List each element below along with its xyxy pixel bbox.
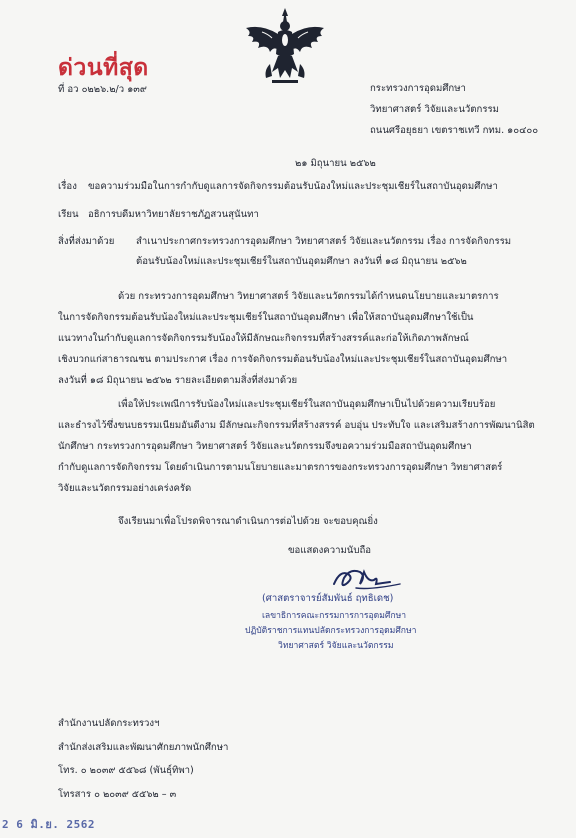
footer-office: สำนักงานปลัดกระทรวงฯ — [58, 718, 160, 729]
addressee-label: เรียน — [58, 209, 79, 220]
enclosure-line: ต้อนรับน้องใหม่และประชุมเชียร์ในสถาบันอุดมศึกษา ลงวันที่ ๑๘ มิถุนายน ๒๕๖๒ — [136, 256, 467, 267]
signatory-title: ปฏิบัติราชการแทนปลัดกระทรวงการอุดมศึกษา — [245, 626, 417, 636]
paragraph-1-line: เชิงบวกแก่สาธารณชน ตามประกาศ เรื่อง การจัดกิจกรรมต้อนรับน้องใหม่และประชุมเชียร์ในสถาบันอุดมศึกษา — [58, 354, 508, 365]
subject-label: เรื่อง — [58, 181, 77, 192]
signatory-title: วิทยาศาสตร์ วิจัยและนวัตกรรม — [278, 641, 394, 651]
paragraph-2-line: กำกับดูแลการจัดกิจกรรม โดยดำเนินการตามนโยบายและมาตรการของกระทรวงการอุดมศึกษา วิทยาศาสตร์ — [58, 462, 503, 473]
sender-line-ministry: กระทรวงการอุดมศึกษา — [370, 83, 466, 94]
garuda-emblem-icon — [242, 6, 328, 88]
sender-line-division: วิทยาศาสตร์ วิจัยและนวัตกรรม — [370, 104, 499, 115]
document-number: ที่ อว ๐๒๒๖.๒/ว ๑๓๙ — [58, 84, 147, 95]
enclosure-label: สิ่งที่ส่งมาด้วย — [58, 236, 115, 247]
footer-phone: โทร. ๐ ๒๐๓๙ ๕๕๖๘ (พันธุ์ทิพา) — [58, 765, 194, 776]
signatory-title: เลขาธิการคณะกรรมการการอุดมศึกษา — [262, 611, 407, 621]
paragraph-2-line: นักศึกษา กระทรวงการอุดมศึกษา วิทยาศาสตร์ วิจัยและนวัตกรรมจึงขอความร่วมมือสถาบันอุดมศึกษา — [58, 441, 472, 452]
received-date-stamp: 2 6 มิ.ย. 2562 — [2, 818, 96, 831]
closing-request: จึงเรียนมาเพื่อโปรดพิจารณาดำเนินการต่อไปด้วย จะขอบคุณยิ่ง — [118, 516, 378, 527]
paragraph-1-line: แนวทางในกำกับดูแลการจัดกิจกรรมรับน้องให้มีลักษณะกิจกรรมที่สร้างสรรค์และก่อให้เกิดภาพลักษณ์ — [58, 333, 469, 344]
valediction: ขอแสดงความนับถือ — [288, 545, 372, 556]
enclosure-line: สำเนาประกาศกระทรวงการอุดมศึกษา วิทยาศาสตร์ วิจัยและนวัตกรรม เรื่อง การจัดกิจกรรม — [136, 236, 512, 247]
footer-division: สำนักส่งเสริมและพัฒนาศักยภาพนักศึกษา — [58, 742, 229, 753]
sender-line-address: ถนนศรีอยุธยา เขตราชเทวี กทม. ๑๐๔๐๐ — [370, 125, 539, 136]
paragraph-1-line: ลงวันที่ ๑๘ มิถุนายน ๒๕๖๒ รายละเอียดตามสิ่งที่ส่งมาด้วย — [58, 375, 298, 386]
signatory-name: (ศาสตราจารย์สัมพันธ์ ฤทธิเดช) — [262, 593, 394, 604]
subject-text: ขอความร่วมมือในการกำกับดูแลการจัดกิจกรรมต้อนรับน้องใหม่และประชุมเชียร์ในสถาบันอุดมศึกษา — [88, 181, 498, 192]
addressee-text: อธิการบดีมหาวิทยาลัยราชภัฏสวนสุนันทา — [88, 209, 259, 220]
paragraph-1-line: ด้วย กระทรวงการอุดมศึกษา วิทยาศาสตร์ วิจัยและนวัตกรรมได้กำหนดนโยบายและมาตรการ — [118, 291, 499, 302]
paragraph-2-line: และธำรงไว้ซึ่งขนบธรรมเนียมอันดีงาม มีลักษณะกิจกรรมที่สร้างสรรค์ อบอุ่น ประทับใจ และเสริมสร้างการพัฒนานิสิต — [58, 420, 535, 431]
letter-date: ๒๑ มิถุนายน ๒๕๖๒ — [295, 158, 376, 169]
paragraph-1-line: ในการจัดกิจกรรมต้อนรับน้องใหม่และประชุมเชียร์ในสถาบันอุดมศึกษา เพื่อให้สถาบันอุดมศึกษาใช้เป็น — [58, 312, 474, 323]
paragraph-2-line: เพื่อให้ประเพณีการรับน้องใหม่และประชุมเชียร์ในสถาบันอุดมศึกษาเป็นไปด้วยความเรียบร้อย — [118, 399, 496, 410]
paragraph-2-line: วิจัยและนวัตกรรมอย่างเคร่งครัด — [58, 483, 192, 494]
footer-fax: โทรสาร ๐ ๒๐๓๙ ๕๕๖๒ – ๓ — [58, 789, 177, 800]
urgency-stamp: ด่วนที่สุด — [58, 55, 149, 81]
handwritten-signature — [330, 562, 420, 594]
